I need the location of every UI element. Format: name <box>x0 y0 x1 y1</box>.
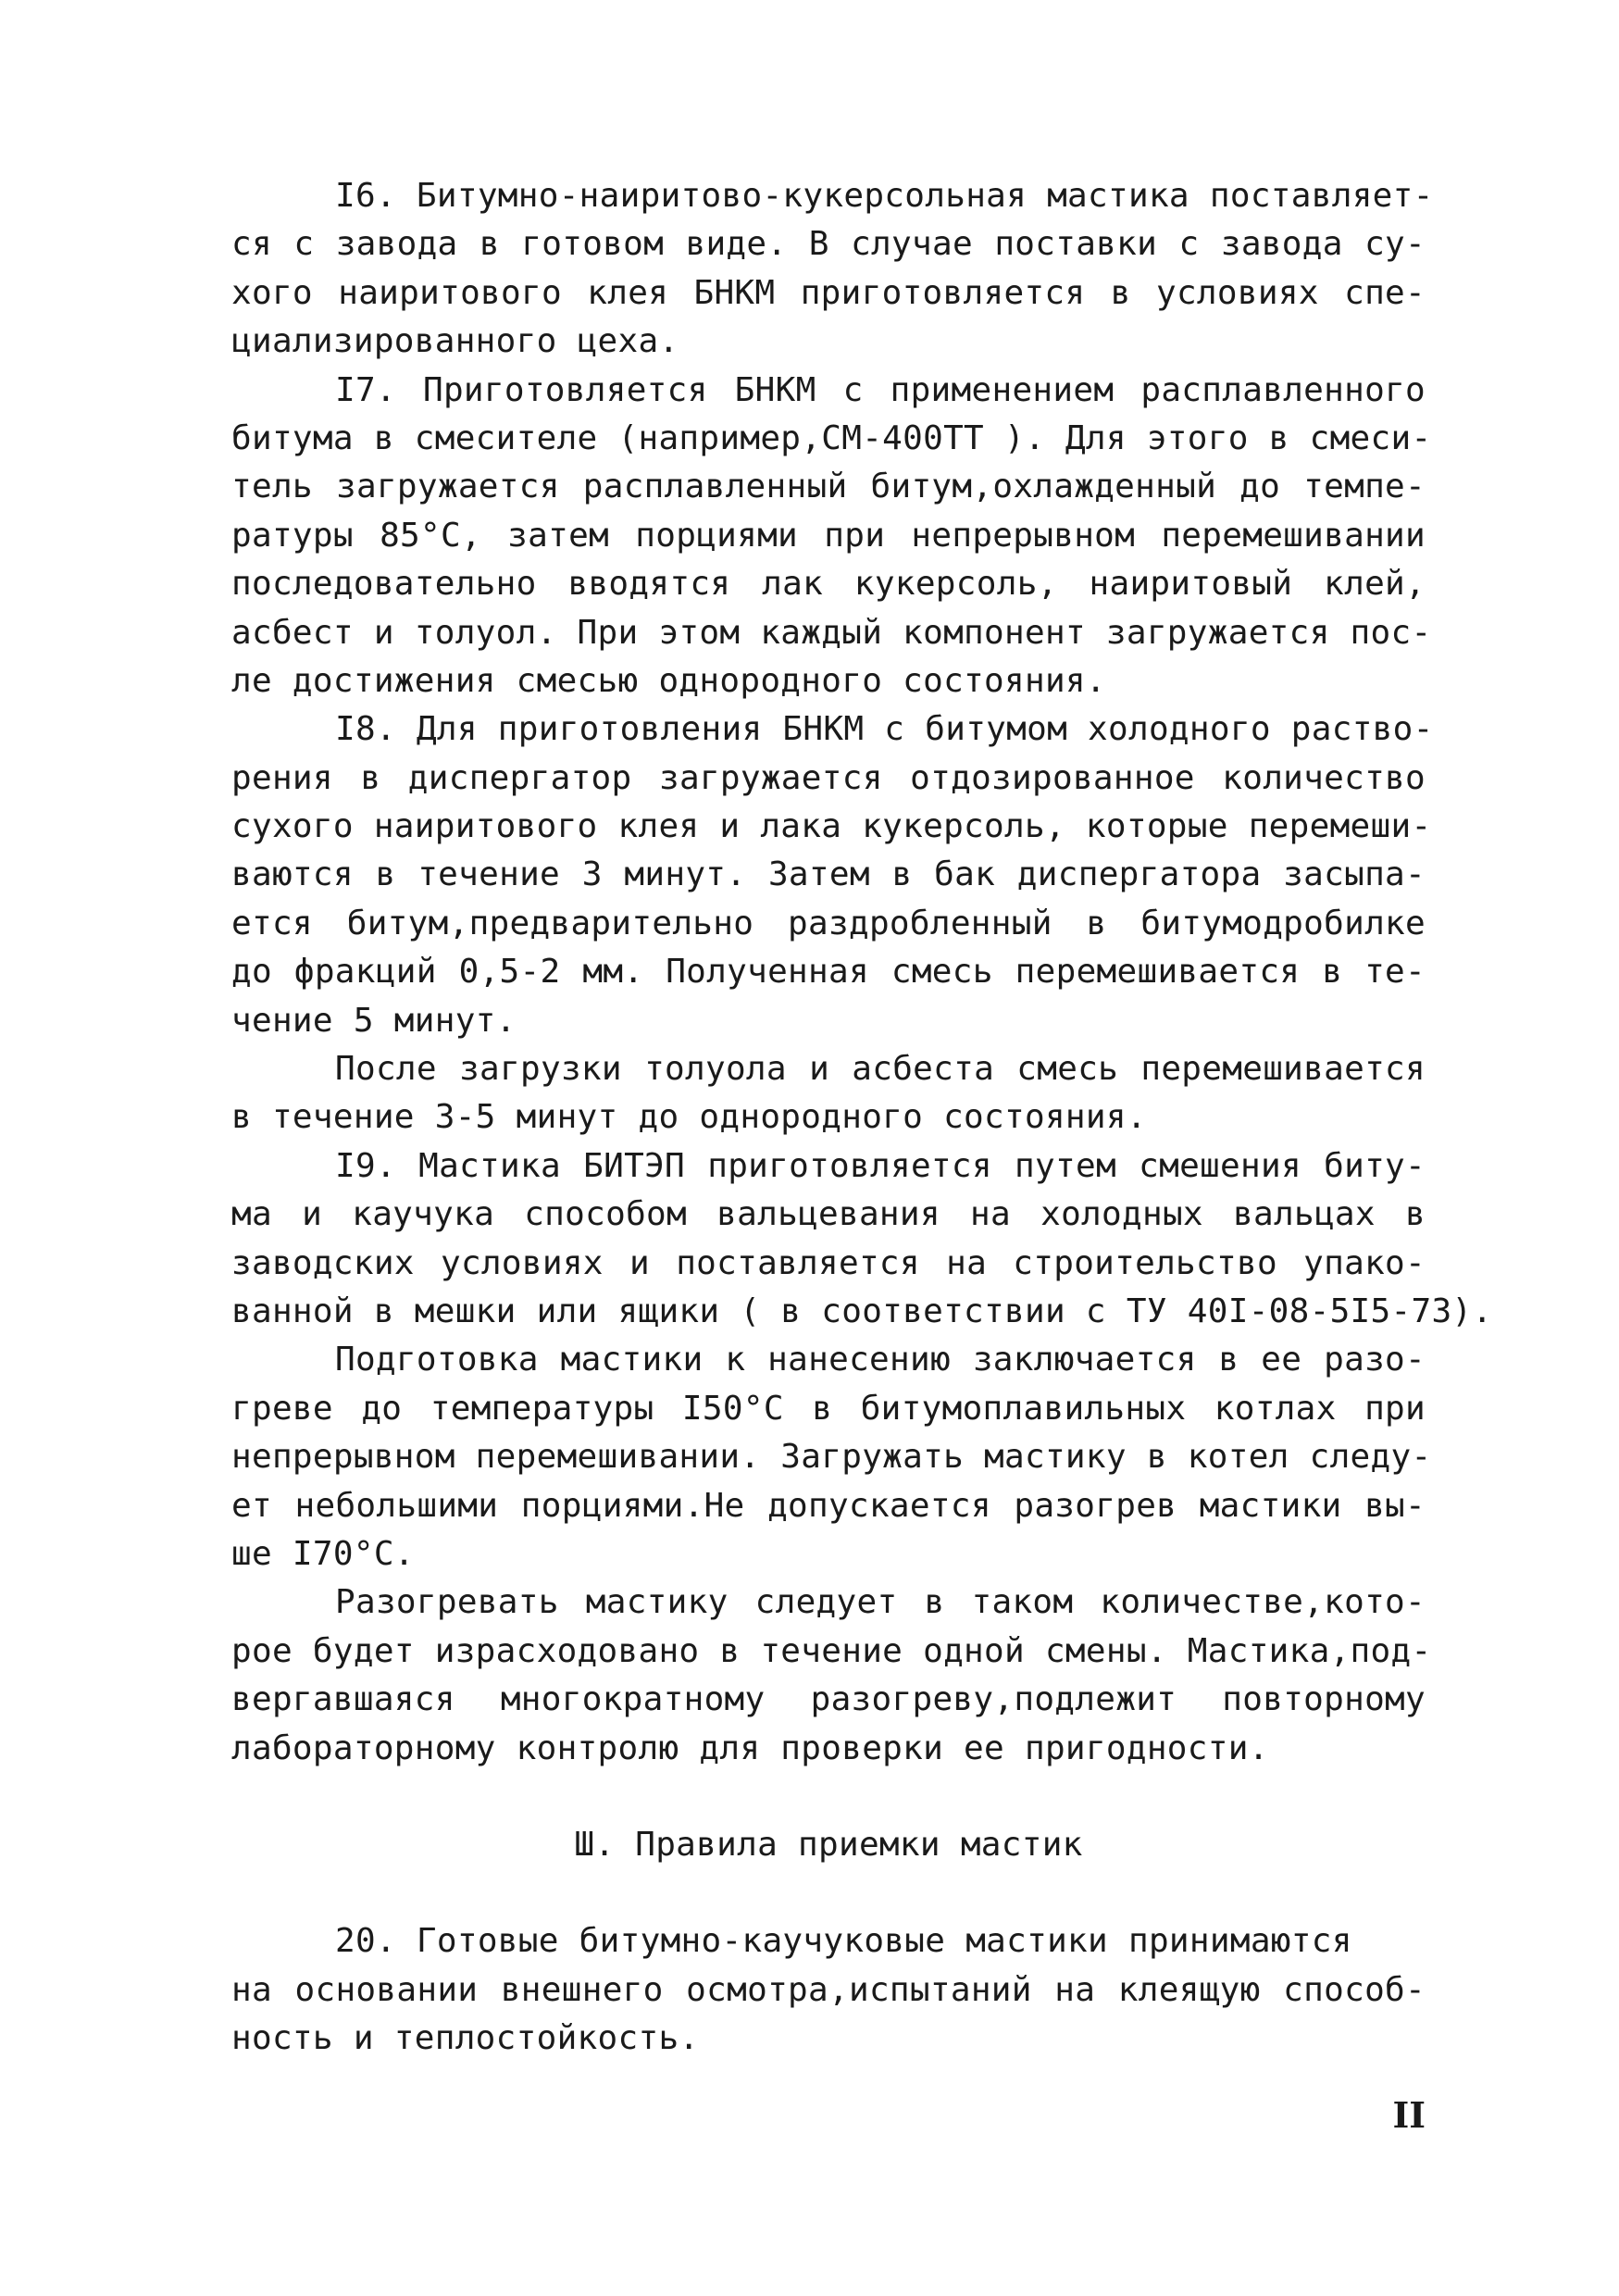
section-heading: Ш. Правила приемки мастик <box>574 1825 1083 1864</box>
text-line: лабораторному контролю для проверки ее пригодности. <box>231 1728 1269 1767</box>
text-line: заводских условиях и поставляется на строительство упако- <box>231 1243 1426 1282</box>
text-line: Подготовка мастики к нанесению заключается в ее разо- <box>335 1341 1426 1379</box>
text-line: вергавшаяся многократному разогреву,подлежит повторному <box>231 1680 1426 1719</box>
paragraph-19 <box>231 1142 1493 1337</box>
text-line: ванной в мешки или ящики ( в соответствии с ТУ 40I-08-5I5-73). <box>231 1292 1493 1330</box>
page-number: II <box>1392 2094 1426 2136</box>
paragraph-18-continuation <box>231 1045 1426 1142</box>
text-block <box>231 172 1493 2063</box>
text-line: битума в смесителе (например,СМ-400ТТ ). Для этого в смеси- <box>231 418 1432 457</box>
text-line: греве до температуры I50°С в битумоплавильных котлах при <box>231 1389 1426 1428</box>
text-line: ся с завода в готовом виде. В случае поставки с завода су- <box>231 225 1426 264</box>
text-line: рое будет израсходовано в течение одной смены. Мастика,под- <box>231 1631 1432 1670</box>
text-line: ше I70°С. <box>231 1534 415 1573</box>
text-line: в течение 3-5 минут до однородного состояния. <box>231 1098 1147 1137</box>
text-line: I8. Для приготовления БНКМ с битумом холодного раство- <box>335 710 1434 749</box>
paragraph-16 <box>231 172 1434 367</box>
text-line: I6. Битумно-наиритово-кукерсольная мастика поставляет- <box>335 177 1434 215</box>
text-line: чение 5 минут. <box>231 1001 517 1040</box>
text-line: на основании внешнего осмотра,испытаний на клеящую способ- <box>231 1970 1426 2009</box>
text-line: тель загружается расплавленный битум,охлажденный до темпе- <box>231 468 1426 506</box>
text-line: асбест и толуол. При этом каждый компонент загружается пос- <box>231 613 1432 652</box>
text-line: I7. Приготовляется БНКМ с применением расплавленного <box>335 370 1426 409</box>
text-line: После загрузки толуола и асбеста смесь перемешивается <box>335 1050 1426 1089</box>
paragraph-18 <box>231 705 1434 1045</box>
text-line: до фракций 0,5-2 мм. Полученная смесь перемешивается в те- <box>231 953 1426 992</box>
text-line: ма и каучука способом вальцевания на холодных вальцах в <box>231 1195 1426 1234</box>
text-line: ет небольшими порциями.Не допускается разогрев мастики вы- <box>231 1486 1426 1525</box>
text-line: непрерывном перемешивании. Загружать мастику в котел следу- <box>231 1438 1432 1477</box>
text-line: ется битум,предварительно раздробленный в битумодробилке <box>231 904 1426 942</box>
paragraph-17 <box>231 367 1432 706</box>
text-line: рения в диспергатор загружается отдозированное количество <box>231 758 1426 797</box>
paragraph-20 <box>231 1917 1426 2063</box>
text-line: ность и теплостойкость. <box>231 2019 700 2058</box>
text-line: ле достижения смесью однородного состояния. <box>231 661 1106 700</box>
text-line: сухого наиритового клея и лака кукерсоль, которые перемеши- <box>231 807 1432 846</box>
text-line: последовательно вводятся лак кукерсоль, наиритовый клей, <box>231 565 1426 604</box>
paragraph-19-heating <box>231 1578 1432 1773</box>
text-line: ратуры 85°С, затем порциями при непрерывном перемешивании <box>231 516 1426 555</box>
text-line: циализированного цеха. <box>231 322 679 361</box>
text-line: хого наиритового клея БНКМ приготовляется в условиях спе- <box>231 273 1426 312</box>
paragraph-19-preparation <box>231 1336 1432 1578</box>
text-line: I9. Мастика БИТЭП приготовляется путем смешения биту- <box>335 1146 1426 1185</box>
text-line: Разогревать мастику следует в таком количестве,кото- <box>335 1583 1426 1622</box>
text-line: ваются в течение 3 минут. Затем в бак диспергатора засыпа- <box>231 855 1426 894</box>
text-line: 20. Готовые битумно-каучуковые мастики принимаются <box>335 1922 1352 1961</box>
